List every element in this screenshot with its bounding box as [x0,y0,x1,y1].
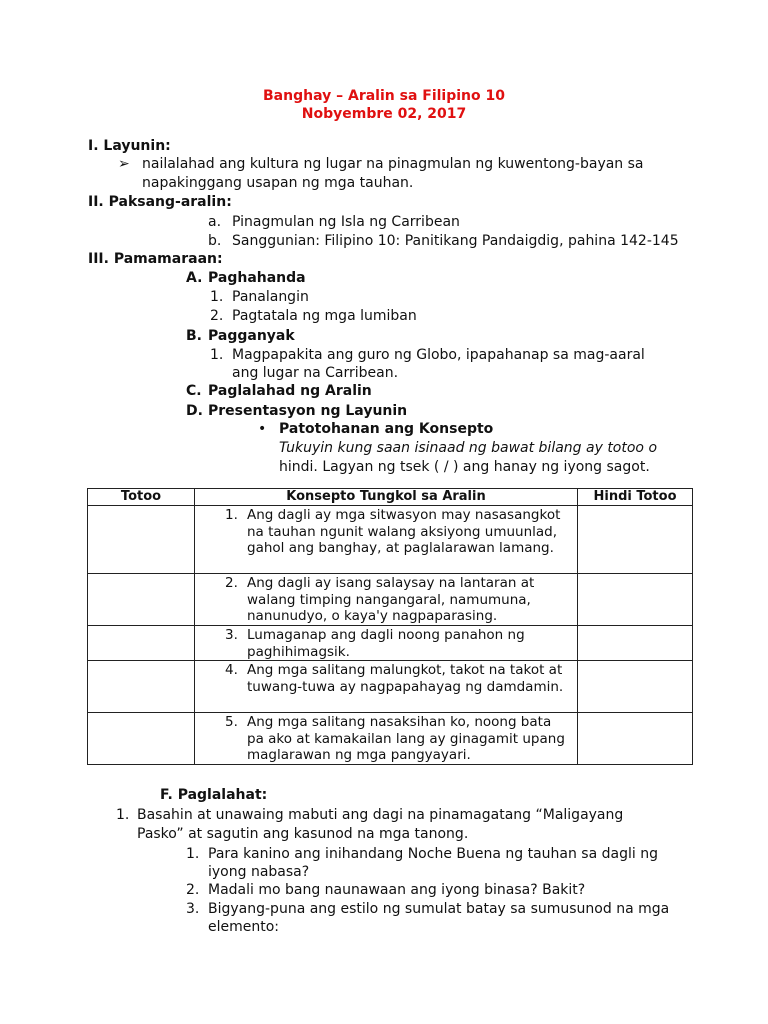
patotohanan-instruction-1: Tukuyin kung saan isinaad ng bawat bilang ay totoo o [279,440,658,456]
konsepto-cell: 2. Ang dagli ay isang salaysay na lantaran at walang timping nangangaral, namumuna, nanunudyo, o kaya'y nagpaparasing. [195,574,578,626]
hindi-totoo-cell[interactable] [578,626,693,661]
konsepto-cell: 3. Lumaganap ang dagli noong panahon ng paghihimagsik. [195,626,578,661]
bullet-dot-icon: • [258,421,267,437]
konsepto-text: Ang mga salitang nasaksihan ko, noong bata pa ako at kamakailan lang ay ginagamit upang maglarawan ng mga pangyayari. [247,714,565,763]
paksa-item-b: Sanggunian: Filipino 10: Panitikang Pandaigdig, pahina 142-145 [232,233,679,249]
hindi-totoo-cell[interactable] [578,661,693,713]
paglalahat-marker-1: 1. [116,807,130,823]
tanong-marker-1: 1. [186,846,200,862]
konsepto-text: Lumaganap ang dagli noong panahon ng paghihimagsik. [247,627,525,660]
tanong-marker-3: 3. [186,901,200,917]
marker-c: C. [186,383,202,399]
totoo-cell[interactable] [88,574,195,626]
header-totoo: Totoo [88,489,195,506]
arrow-bullet-icon: ➢ [118,156,130,172]
konsepto-text: Ang dagli ay isang salaysay na lantaran at walang timping nangangaral, namumuna, nanunudyo, o kaya'y nagpaparasing. [247,575,535,624]
table-header-row [88,489,693,506]
paglalahat-line-2: Pasko” at sagutin ang kasunod na mga tanong. [137,826,469,842]
totoo-cell[interactable] [88,626,195,661]
tanong-3-line-2: elemento: [208,919,280,935]
pagganyak-heading: Pagganyak [208,328,295,344]
tanong-1-line-2: iyong nabasa? [208,864,310,880]
presentasyon-heading: Presentasyon ng Layunin [208,403,408,419]
paglalahat-line-1: Basahin at unawaing mabuti ang dagi na pinamagatang “Maligayang [137,807,624,823]
paksa-marker-a: a. [208,214,222,230]
header-konsepto: Konsepto Tungkol sa Aralin [195,489,578,506]
tanong-3-line-1: Bigyang-puna ang estilo ng sumulat batay sa sumusunod na mga [208,901,670,917]
paghahanda-marker-2: 2. [210,308,224,324]
pagganyak-line-2: ang lugar na Carribean. [232,365,399,381]
paksa-item-a: Pinagmulan ng Isla ng Carribean [232,214,460,230]
table-row [88,713,693,765]
section-pamamaraan-heading: III. Pamamaraan: [88,251,223,267]
konsepto-table [87,488,693,765]
layunin-line-2: napakinggang usapan ng mga tauhan. [142,175,414,191]
tanong-1-line-1: Para kanino ang inihandang Noche Buena ng tauhan sa dagli ng [208,846,658,862]
paghahanda-item-1: Panalangin [232,289,309,305]
totoo-cell[interactable] [88,661,195,713]
paglalahad-heading: Paglalahad ng Aralin [208,383,372,399]
document-date: Nobyembre 02, 2017 [301,106,467,122]
paghahanda-marker-1: 1. [210,289,224,305]
konsepto-cell: 1. Ang dagli ay mga sitwasyon may nasasangkot na tauhan ngunit walang aksiyong umuunlad, gahol ang banghay, at paglalarawan lamang. [195,506,578,574]
header-hindi-totoo: Hindi Totoo [578,489,693,506]
konsepto-cell: 4. Ang mga salitang malungkot, takot na takot at tuwang-tuwa ay nagpapahayag ng damdamin. [195,661,578,713]
table-row [88,506,693,574]
paglalahat-heading: F. Paglalahat: [160,787,268,803]
totoo-cell[interactable] [88,713,195,765]
marker-d: D. [186,403,203,419]
hindi-totoo-cell[interactable] [578,574,693,626]
marker-a: A. [186,270,203,286]
konsepto-text: Ang dagli ay mga sitwasyon may nasasangkot na tauhan ngunit walang aksiyong umuunlad, gahol ang banghay, at paglalarawan lamang. [247,507,561,556]
section-layunin-heading: I. Layunin: [88,138,171,154]
table-row [88,574,693,626]
pagganyak-line-1: Magpapakita ang guro ng Globo, ipapahanap sa mag-aaral [232,347,645,363]
hindi-totoo-cell[interactable] [578,506,693,574]
marker-b: B. [186,328,202,344]
document-title: Banghay – Aralin sa Filipino 10 [263,88,505,104]
pagganyak-marker-1: 1. [210,347,224,363]
tanong-marker-2: 2. [186,882,200,898]
hindi-totoo-cell[interactable] [578,713,693,765]
patotohanan-heading: Patotohanan ang Konsepto [279,421,494,437]
paksa-marker-b: b. [208,233,222,249]
tanong-2-line-1: Madali mo bang naunawaan ang iyong binasa? Bakit? [208,882,586,898]
konsepto-cell: 5. Ang mga salitang nasaksihan ko, noong bata pa ako at kamakailan lang ay ginagamit upang maglarawan ng mga pangyayari. [195,713,578,765]
totoo-cell[interactable] [88,506,195,574]
konsepto-text: Ang mga salitang malungkot, takot na takot at tuwang-tuwa ay nagpapahayag ng damdamin. [247,662,564,695]
paghahanda-item-2: Pagtatala ng mga lumiban [232,308,417,324]
section-paksa-heading: II. Paksang-aralin: [88,194,232,210]
paghahanda-heading: Paghahanda [208,270,306,286]
layunin-line-1: nailalahad ang kultura ng lugar na pinagmulan ng kuwentong-bayan sa [142,156,644,172]
table-row [88,626,693,661]
patotohanan-instruction-2: hindi. Lagyan ng tsek ( / ) ang hanay ng iyong sagot. [279,459,650,475]
table-row [88,661,693,713]
